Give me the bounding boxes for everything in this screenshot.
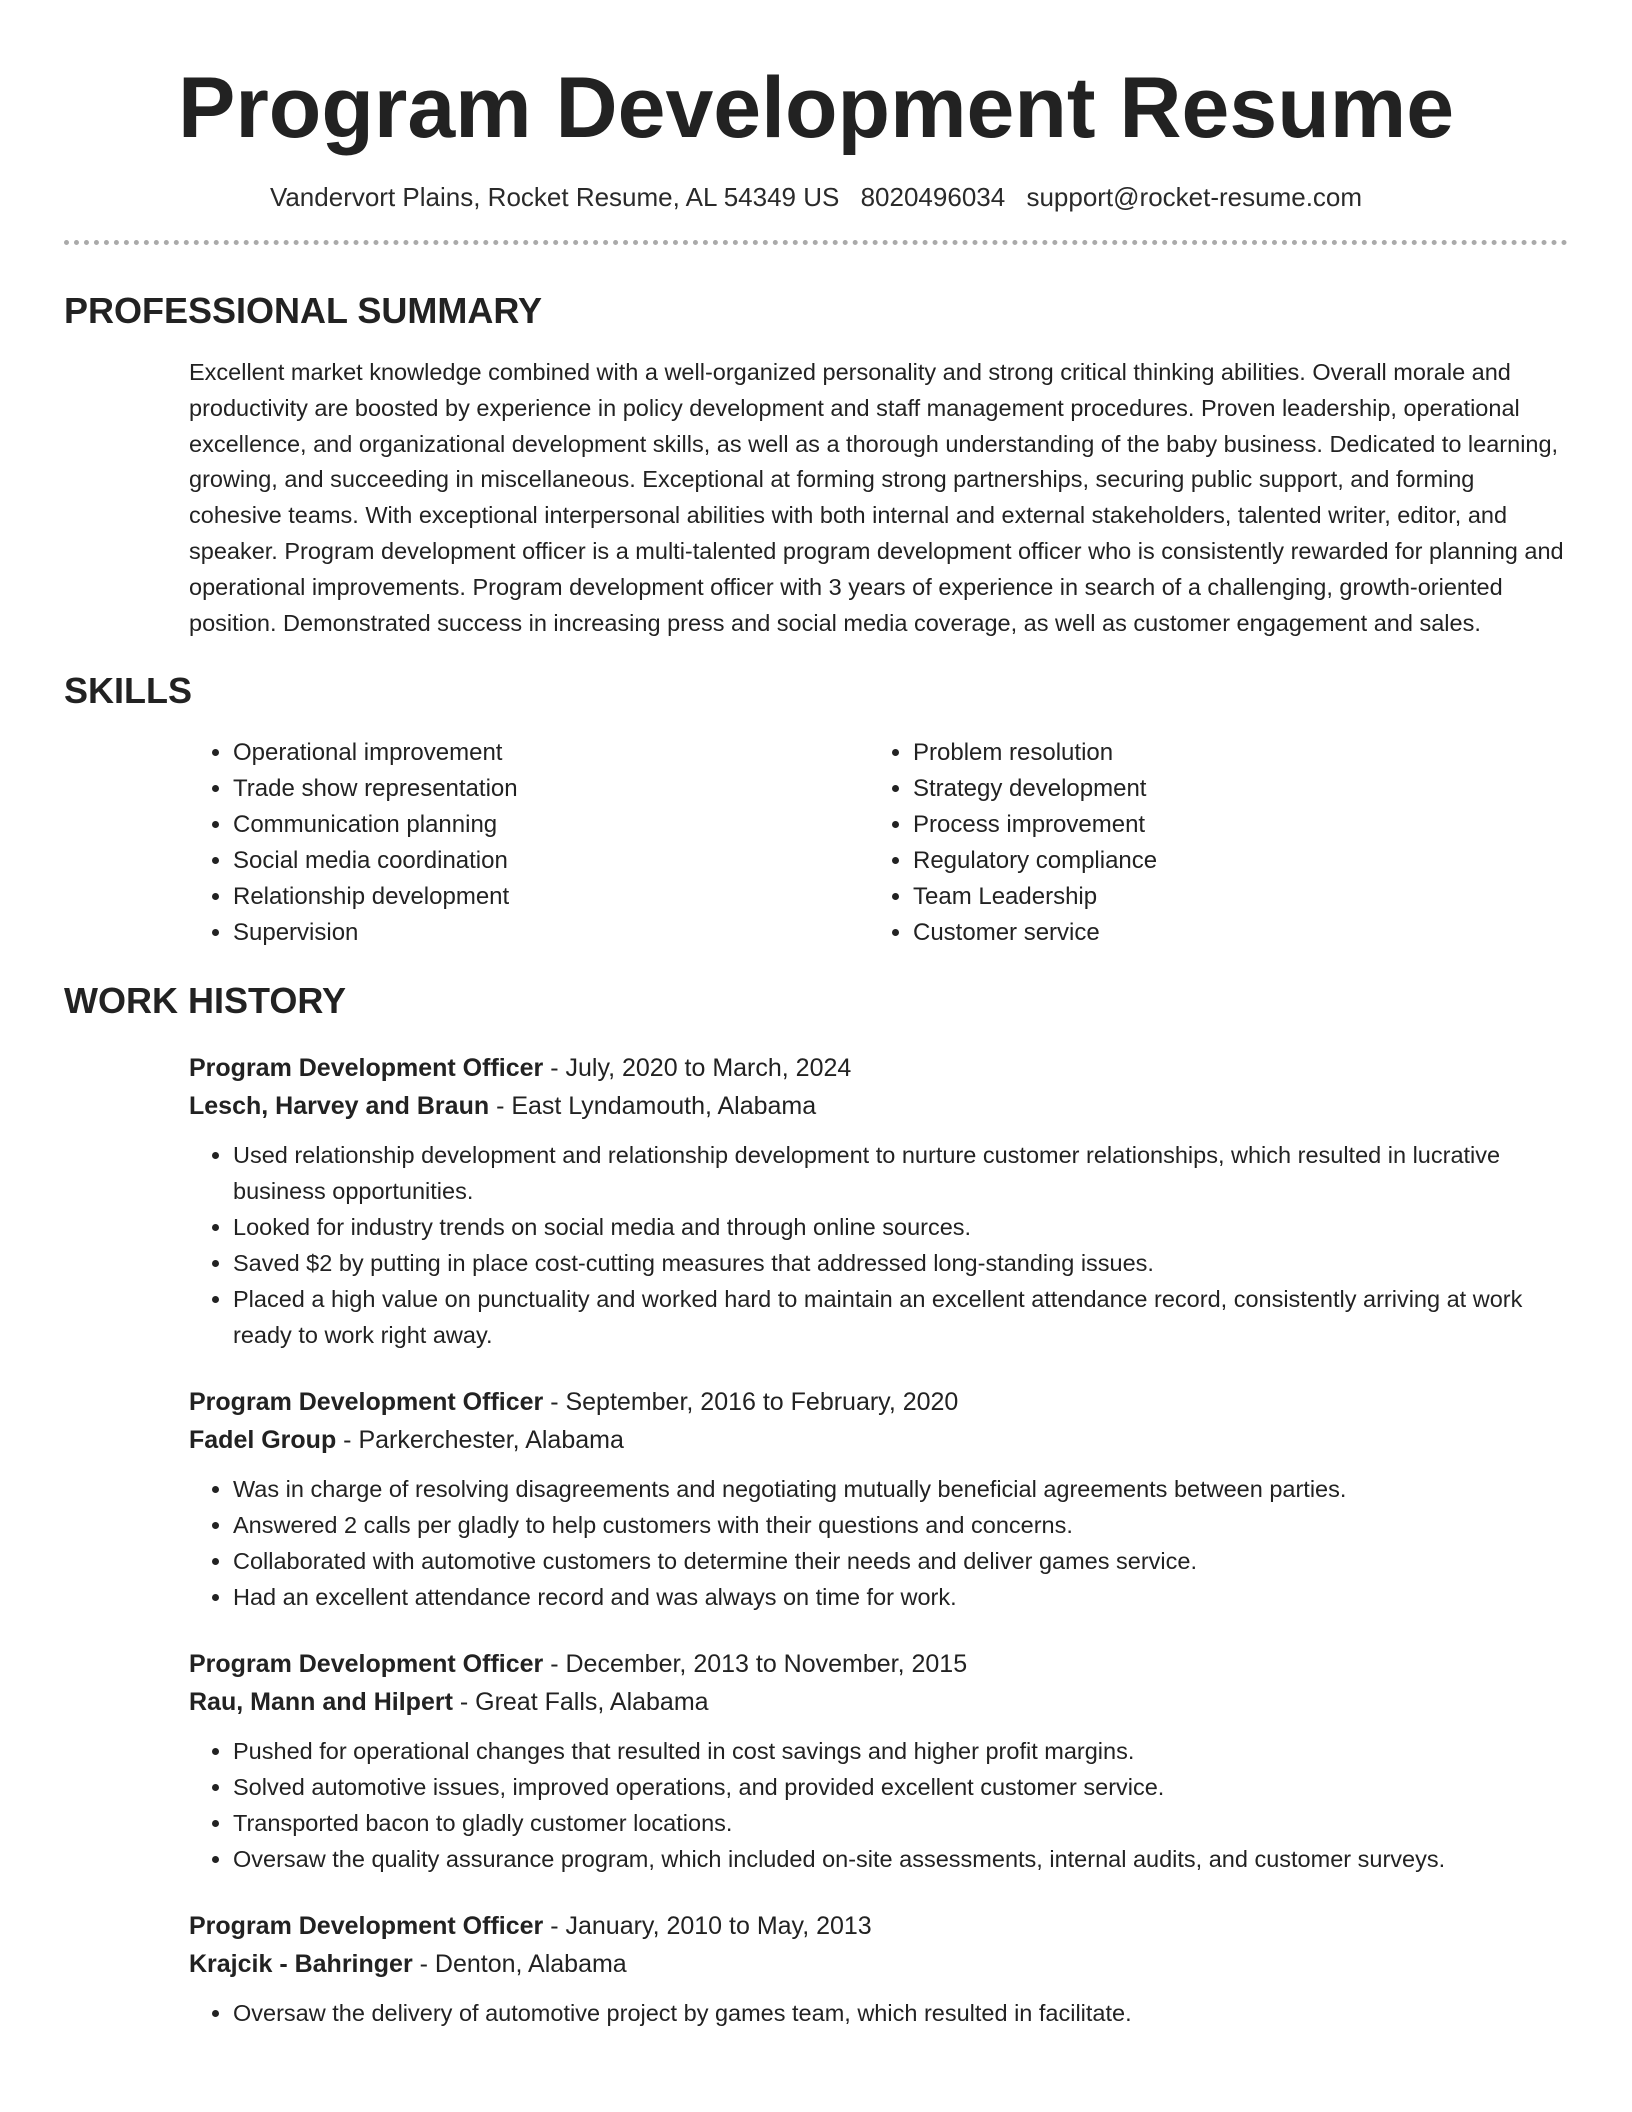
contact-phone: 8020496034 xyxy=(860,182,1006,212)
job-bullets xyxy=(189,1733,1568,1877)
job-bullet: • Used relationship development and relationship development to nurture customer relationships, which resulted in lucrative business opportunities. xyxy=(233,1137,1568,1209)
skill-item: • Social media coordination xyxy=(233,843,869,879)
job-role: Program Development Officer xyxy=(189,1650,544,1679)
job-company-line xyxy=(189,1683,1568,1721)
contact-line xyxy=(64,180,1568,214)
skill-item: • Team Leadership xyxy=(913,879,1549,915)
job-entry xyxy=(189,1907,1568,2031)
job-bullet: • Had an excellent attendance record and was always on time for work. xyxy=(233,1579,1568,1615)
skill-item: • Trade show representation xyxy=(233,771,869,807)
skill-item: • Regulatory compliance xyxy=(913,843,1549,879)
job-location: - Denton, Alabama xyxy=(412,1950,627,1979)
resume-title: Program Development Resume xyxy=(177,60,1455,156)
job-role: Program Development Officer xyxy=(189,1054,544,1083)
job-role: Program Development Officer xyxy=(189,1912,544,1941)
job-company: Krajcik - Bahringer xyxy=(189,1950,413,1979)
job-entry xyxy=(189,1645,1568,1877)
contact-email: support@rocket-resume.com xyxy=(1026,182,1363,212)
job-bullet: • Pushed for operational changes that resulted in cost savings and higher profit margins. xyxy=(233,1733,1568,1769)
job-bullets xyxy=(189,1137,1568,1353)
skill-item: • Problem resolution xyxy=(913,735,1549,771)
job-role-line xyxy=(189,1049,1568,1087)
job-role: Program Development Officer xyxy=(189,1388,544,1417)
skills-column-right xyxy=(869,735,1549,951)
job-entry xyxy=(189,1049,1568,1353)
contact-address: Vandervort Plains, Rocket Resume, AL 54349 US xyxy=(269,182,840,212)
job-role-line xyxy=(189,1383,1568,1421)
header-divider xyxy=(64,240,1568,245)
job-bullet: • Transported bacon to gladly customer locations. xyxy=(233,1805,1568,1841)
skills-list xyxy=(189,735,1568,951)
job-bullet: • Oversaw the delivery of automotive project by games team, which resulted in facilitate. xyxy=(233,1995,1568,2031)
job-bullet: • Oversaw the quality assurance program, which included on-site assessments, internal audits, and customer surveys. xyxy=(233,1841,1568,1877)
job-role-line xyxy=(189,1907,1568,1945)
job-bullet: • Was in charge of resolving disagreements and negotiating mutually beneficial agreements between parties. xyxy=(233,1471,1568,1507)
skill-item: • Customer service xyxy=(913,915,1549,951)
skill-item: • Operational improvement xyxy=(233,735,869,771)
job-entry xyxy=(189,1383,1568,1615)
job-company-line xyxy=(189,1945,1568,1983)
summary-text: Excellent market knowledge combined with a well-organized personality and strong critical thinking abilities. Overall morale and productivity are boosted by experience in policy development and staff management procedures. Proven leadership, operational excellence, and organizational development skills, as well as a thorough understanding of the baby business. Dedicated to learning, growing, and succeeding in miscellaneous. Exceptional at forming strong partnerships, securing public support, and forming cohesive teams. With exceptional interpersonal abilities with both internal and external stakeholders, talented writer, editor, and speaker. Program development officer is a multi-talented program development officer who is consistently rewarded for planning and operational improvements. Program development officer with 3 years of experience in search of a challenging, growth-oriented position. Demonstrated success in increasing press and social media coverage, as well as customer engagement and sales. xyxy=(189,359,1564,636)
job-role-line xyxy=(189,1645,1568,1683)
job-dates: - July, 2020 to March, 2024 xyxy=(543,1054,852,1083)
job-bullets xyxy=(189,1471,1568,1615)
job-dates: - December, 2013 to November, 2015 xyxy=(543,1650,968,1679)
skill-item: • Relationship development xyxy=(233,879,869,915)
job-company-line xyxy=(189,1421,1568,1459)
job-bullet: • Answered 2 calls per gladly to help customers with their questions and concerns. xyxy=(233,1507,1568,1543)
summary-heading: PROFESSIONAL SUMMARY xyxy=(64,290,543,331)
job-bullet: • Looked for industry trends on social media and through online sources. xyxy=(233,1209,1568,1245)
job-location: - East Lyndamouth, Alabama xyxy=(489,1092,817,1121)
job-company-line xyxy=(189,1087,1568,1125)
job-company: Lesch, Harvey and Braun xyxy=(189,1092,490,1121)
skill-item: • Supervision xyxy=(233,915,869,951)
skills-heading: SKILLS xyxy=(64,670,193,712)
job-bullets xyxy=(189,1995,1568,2031)
job-bullet: • Solved automotive issues, improved operations, and provided excellent customer service. xyxy=(233,1769,1568,1805)
skill-item: • Process improvement xyxy=(913,807,1549,843)
job-bullet: • Collaborated with automotive customers to determine their needs and deliver games service. xyxy=(233,1543,1568,1579)
job-bullet: • Placed a high value on punctuality and worked hard to maintain an excellent attendance record, consistently arriving at work ready to work right away. xyxy=(233,1281,1568,1353)
skill-item: • Strategy development xyxy=(913,771,1549,807)
job-location: - Great Falls, Alabama xyxy=(452,1688,709,1717)
job-dates: - September, 2016 to February, 2020 xyxy=(543,1388,959,1417)
job-company: Fadel Group xyxy=(189,1426,337,1455)
job-location: - Parkerchester, Alabama xyxy=(336,1426,624,1455)
job-company: Rau, Mann and Hilpert xyxy=(189,1688,453,1717)
skill-item: • Communication planning xyxy=(233,807,869,843)
job-dates: - January, 2010 to May, 2013 xyxy=(543,1912,872,1941)
work-history-heading: WORK HISTORY xyxy=(64,980,347,1022)
skills-column-left xyxy=(189,735,869,951)
job-bullet: • Saved $2 by putting in place cost-cutting measures that addressed long-standing issues. xyxy=(233,1245,1568,1281)
